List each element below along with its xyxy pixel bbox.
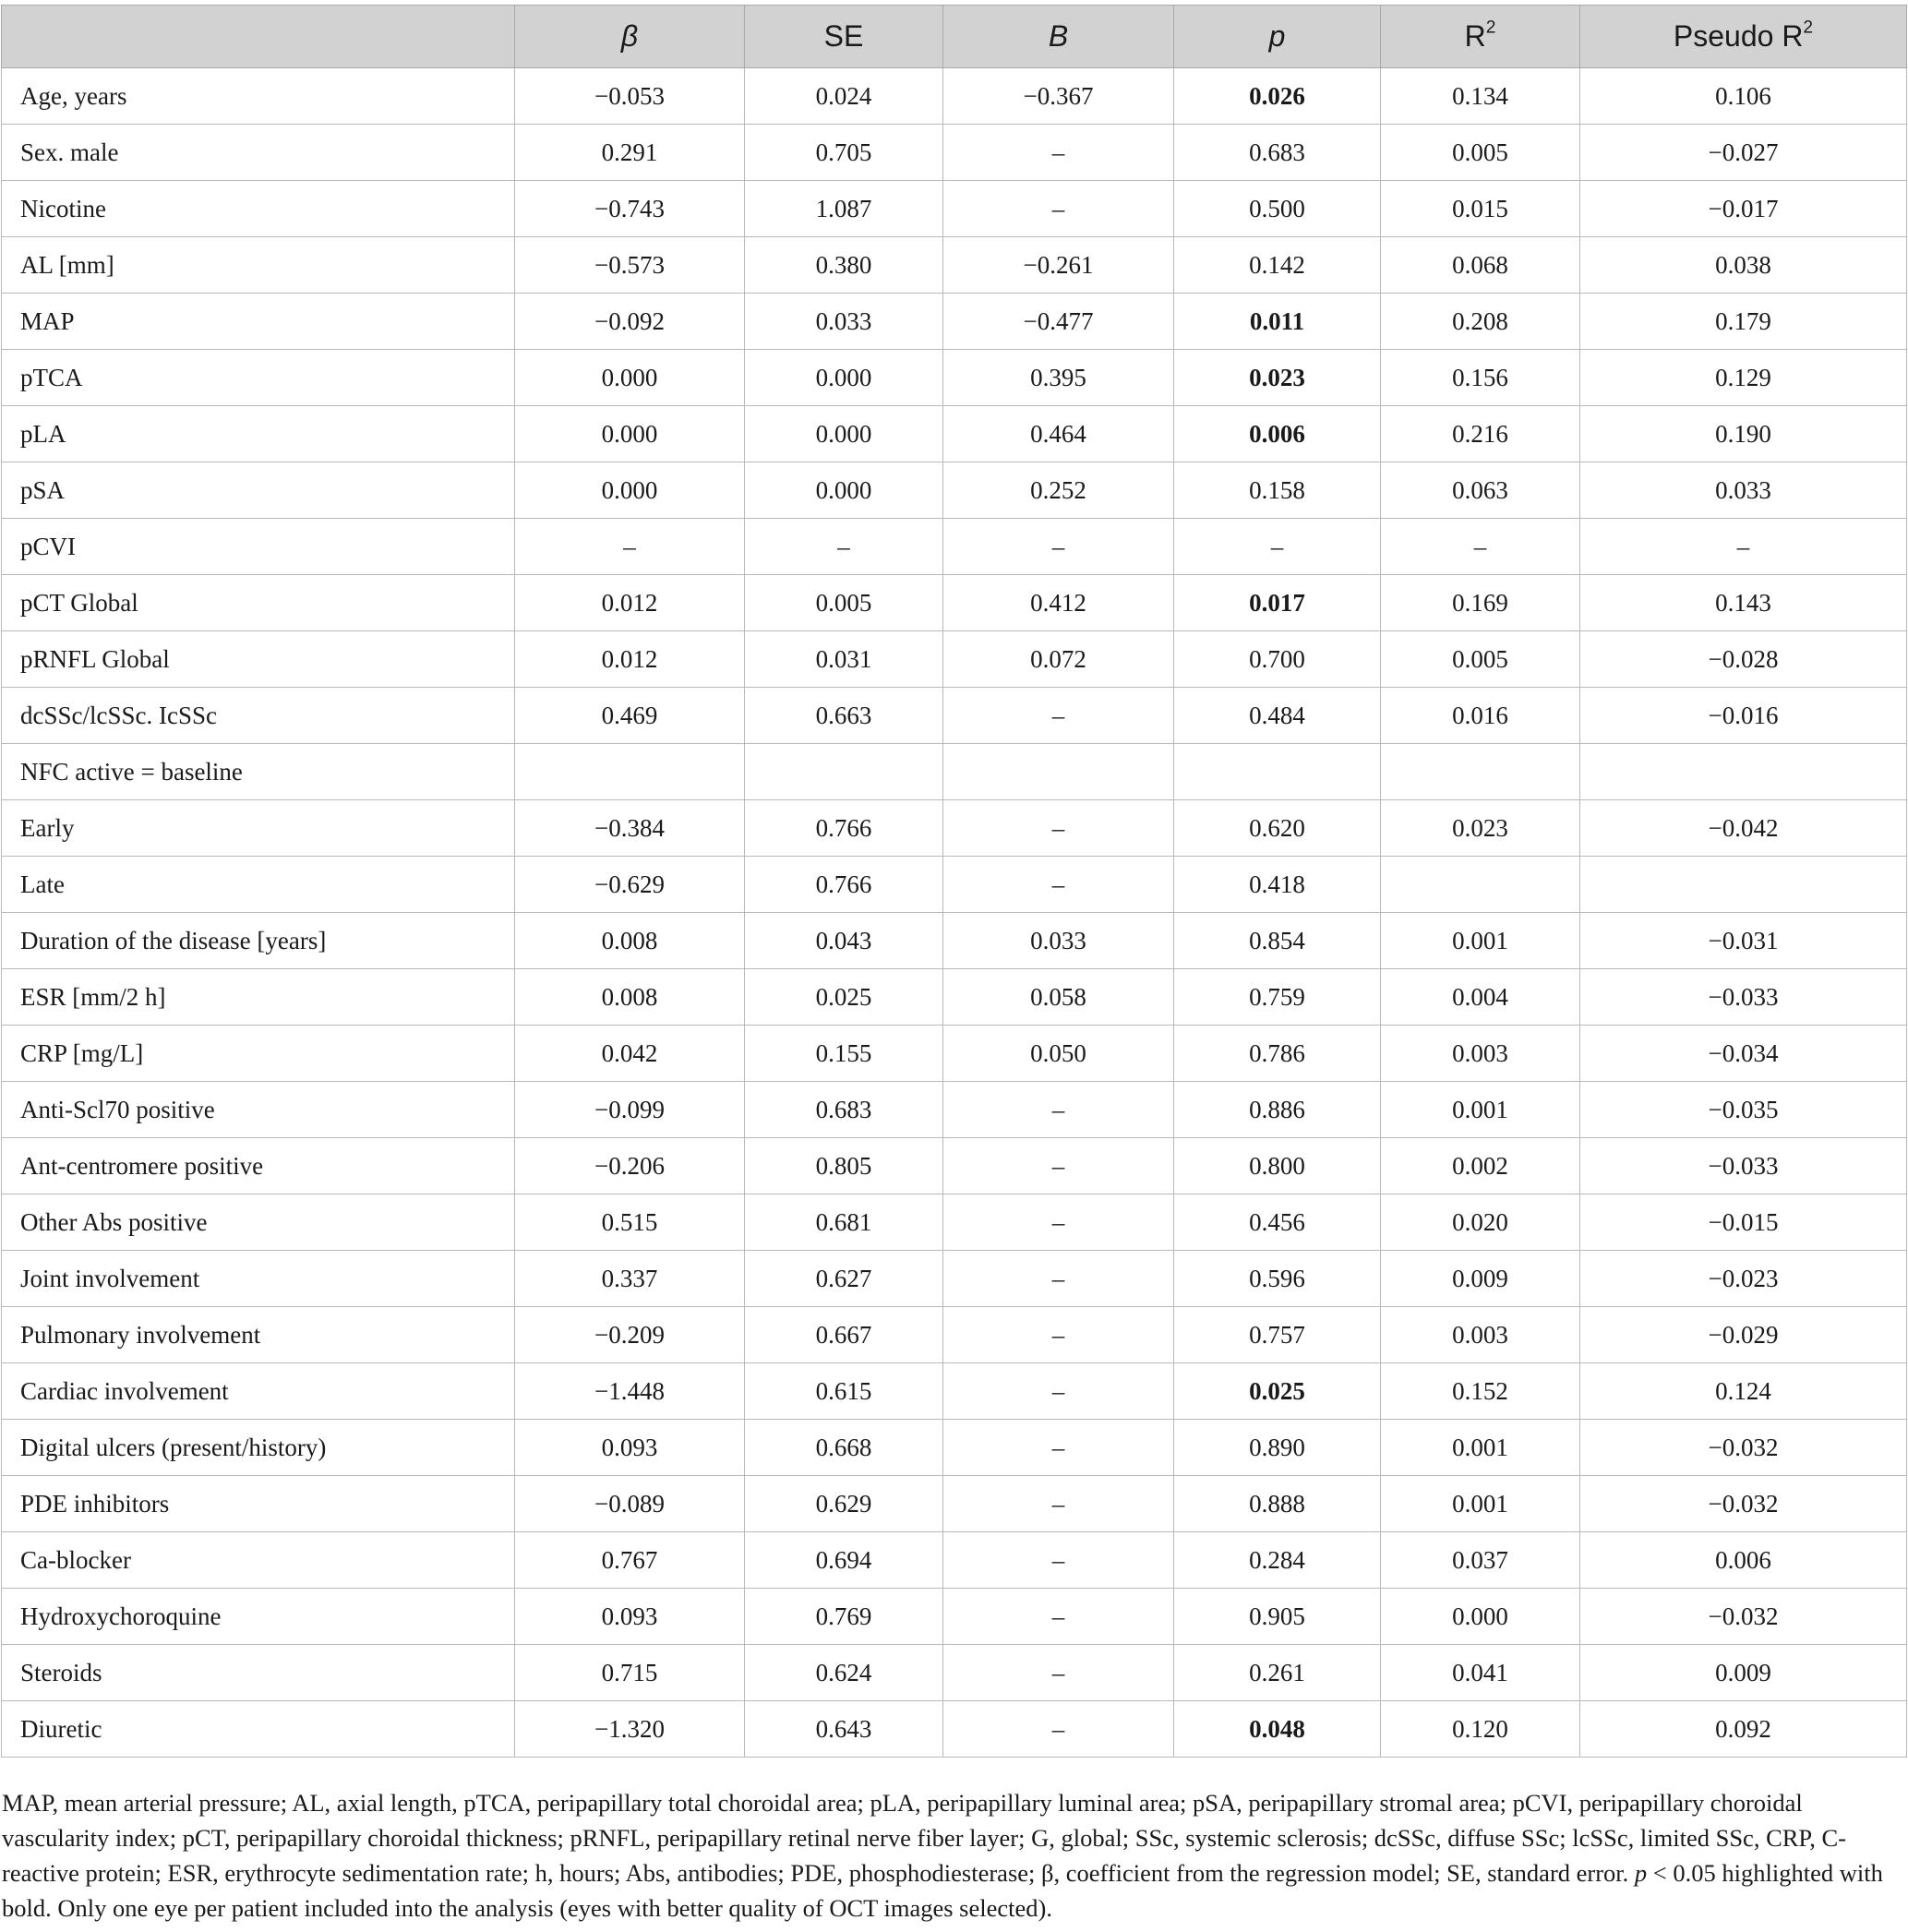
pseudo-r2-cell: −0.032 — [1580, 1476, 1907, 1532]
row-label: pTCA — [2, 350, 515, 406]
p-cell — [1174, 744, 1381, 800]
header-beta-text: β — [620, 19, 639, 53]
r2-cell: 0.005 — [1381, 125, 1580, 181]
r2-cell: 0.041 — [1381, 1645, 1580, 1701]
row-label: Digital ulcers (present/history) — [2, 1420, 515, 1476]
r2-cell: 0.001 — [1381, 1476, 1580, 1532]
table-row — [2, 406, 1907, 462]
pseudo-r2-cell: 0.106 — [1580, 68, 1907, 125]
p-cell: 0.854 — [1174, 913, 1381, 969]
b-cell: – — [943, 181, 1174, 237]
p-cell: 0.418 — [1174, 857, 1381, 913]
pseudo-r2-cell: 0.190 — [1580, 406, 1907, 462]
b-cell: −0.261 — [943, 237, 1174, 294]
beta-cell: −1.320 — [515, 1701, 745, 1758]
b-cell: – — [943, 1307, 1174, 1363]
header-pseudo-base: Pseudo R — [1673, 19, 1804, 53]
table-row — [2, 462, 1907, 519]
row-label: Ant-centromere positive — [2, 1138, 515, 1194]
row-label: CRP [mg/L] — [2, 1026, 515, 1082]
b-cell: – — [943, 688, 1174, 744]
se-cell: 0.766 — [745, 857, 943, 913]
beta-cell: 0.012 — [515, 575, 745, 631]
row-label: pRNFL Global — [2, 631, 515, 688]
r2-cell: 0.000 — [1381, 1589, 1580, 1645]
beta-cell: 0.093 — [515, 1420, 745, 1476]
pseudo-r2-cell: −0.028 — [1580, 631, 1907, 688]
se-cell: 0.694 — [745, 1532, 943, 1589]
row-label: pLA — [2, 406, 515, 462]
r2-cell: 0.023 — [1381, 800, 1580, 857]
b-cell: – — [943, 519, 1174, 575]
b-cell: 0.050 — [943, 1026, 1174, 1082]
p-cell: 0.026 — [1174, 68, 1381, 125]
pseudo-r2-cell: −0.032 — [1580, 1420, 1907, 1476]
se-cell: 0.043 — [745, 913, 943, 969]
p-cell: 0.023 — [1174, 350, 1381, 406]
pseudo-r2-cell: 0.033 — [1580, 462, 1907, 519]
beta-cell: −0.099 — [515, 1082, 745, 1138]
b-cell: −0.367 — [943, 68, 1174, 125]
table-row — [2, 1307, 1907, 1363]
b-cell: – — [943, 1476, 1174, 1532]
beta-cell: −0.206 — [515, 1138, 745, 1194]
row-label: Pulmonary involvement — [2, 1307, 515, 1363]
r2-cell: 0.169 — [1381, 575, 1580, 631]
se-cell: 0.667 — [745, 1307, 943, 1363]
se-cell: 0.643 — [745, 1701, 943, 1758]
b-cell: 0.412 — [943, 575, 1174, 631]
table-row — [2, 1026, 1907, 1082]
r2-cell — [1381, 744, 1580, 800]
r2-cell: 0.152 — [1381, 1363, 1580, 1420]
pseudo-r2-cell: 0.009 — [1580, 1645, 1907, 1701]
p-cell: 0.888 — [1174, 1476, 1381, 1532]
p-cell: 0.700 — [1174, 631, 1381, 688]
row-label: Anti-Scl70 positive — [2, 1082, 515, 1138]
table-row — [2, 800, 1907, 857]
se-cell: 0.683 — [745, 1082, 943, 1138]
r2-cell: 0.208 — [1381, 294, 1580, 350]
table-row — [2, 1420, 1907, 1476]
b-cell: 0.464 — [943, 406, 1174, 462]
b-cell: – — [943, 1420, 1174, 1476]
pseudo-r2-cell: −0.042 — [1580, 800, 1907, 857]
pseudo-r2-cell: −0.023 — [1580, 1251, 1907, 1307]
beta-cell: −0.209 — [515, 1307, 745, 1363]
pseudo-r2-cell: – — [1580, 519, 1907, 575]
b-cell: – — [943, 1532, 1174, 1589]
table-row — [2, 1589, 1907, 1645]
se-cell: 0.705 — [745, 125, 943, 181]
beta-cell: −0.573 — [515, 237, 745, 294]
b-cell: – — [943, 857, 1174, 913]
table-row — [2, 969, 1907, 1026]
p-cell: 0.484 — [1174, 688, 1381, 744]
table-row — [2, 688, 1907, 744]
row-label: Early — [2, 800, 515, 857]
header-p — [1174, 6, 1381, 68]
r2-cell — [1381, 857, 1580, 913]
p-cell: 0.284 — [1174, 1532, 1381, 1589]
beta-cell — [515, 744, 745, 800]
pseudo-r2-cell: 0.038 — [1580, 237, 1907, 294]
r2-cell: 0.001 — [1381, 913, 1580, 969]
header-se: SE — [745, 6, 943, 68]
row-label: ESR [mm/2 h] — [2, 969, 515, 1026]
p-cell: 0.158 — [1174, 462, 1381, 519]
r2-cell: 0.004 — [1381, 969, 1580, 1026]
beta-cell: 0.291 — [515, 125, 745, 181]
regression-table — [1, 5, 1907, 1758]
row-label: pCT Global — [2, 575, 515, 631]
row-label: Joint involvement — [2, 1251, 515, 1307]
r2-cell: 0.068 — [1381, 237, 1580, 294]
footnote-significance-note: < 0.05 highlighted with bold. Only one eye per patient included into the analysis (eyes with better quality of OCT images selected). — [2, 1859, 1883, 1922]
p-cell: 0.757 — [1174, 1307, 1381, 1363]
header-r2-sup: 2 — [1485, 18, 1496, 38]
row-label: Diuretic — [2, 1701, 515, 1758]
pseudo-r2-cell: 0.124 — [1580, 1363, 1907, 1420]
b-cell: −0.477 — [943, 294, 1174, 350]
se-cell: 0.663 — [745, 688, 943, 744]
header-pseudo-r2 — [1580, 6, 1907, 68]
table-row — [2, 181, 1907, 237]
se-cell: 0.005 — [745, 575, 943, 631]
pseudo-r2-cell: −0.027 — [1580, 125, 1907, 181]
table-row — [2, 237, 1907, 294]
table-footnote — [2, 1785, 1905, 1926]
row-label: pCVI — [2, 519, 515, 575]
header-r2-base: R — [1464, 19, 1486, 53]
b-cell: – — [943, 1138, 1174, 1194]
beta-cell: 0.337 — [515, 1251, 745, 1307]
footnote-p-symbol: p — [1634, 1859, 1648, 1887]
header-pseudo-sup: 2 — [1803, 18, 1814, 38]
table-row — [2, 1701, 1907, 1758]
p-cell: 0.683 — [1174, 125, 1381, 181]
table-row — [2, 857, 1907, 913]
p-cell: 0.142 — [1174, 237, 1381, 294]
pseudo-r2-cell: 0.129 — [1580, 350, 1907, 406]
pseudo-r2-cell: −0.017 — [1580, 181, 1907, 237]
table-header — [2, 6, 1907, 68]
se-cell: 0.668 — [745, 1420, 943, 1476]
se-cell: 0.627 — [745, 1251, 943, 1307]
pseudo-r2-cell: −0.031 — [1580, 913, 1907, 969]
beta-cell: 0.012 — [515, 631, 745, 688]
row-label: PDE inhibitors — [2, 1476, 515, 1532]
table-row — [2, 519, 1907, 575]
se-cell: 0.025 — [745, 969, 943, 1026]
header-label-cell — [2, 6, 515, 68]
table-row — [2, 294, 1907, 350]
header-b-text: B — [1048, 19, 1069, 53]
r2-cell: 0.015 — [1381, 181, 1580, 237]
beta-cell: 0.515 — [515, 1194, 745, 1251]
beta-cell: 0.469 — [515, 688, 745, 744]
beta-cell: 0.000 — [515, 406, 745, 462]
table-row — [2, 350, 1907, 406]
se-cell: 0.155 — [745, 1026, 943, 1082]
row-label: Sex. male — [2, 125, 515, 181]
p-cell: 0.006 — [1174, 406, 1381, 462]
b-cell: 0.252 — [943, 462, 1174, 519]
b-cell: – — [943, 1082, 1174, 1138]
table-row — [2, 125, 1907, 181]
p-cell: – — [1174, 519, 1381, 575]
beta-cell: 0.000 — [515, 462, 745, 519]
p-cell: 0.786 — [1174, 1026, 1381, 1082]
row-label: Hydroxychoroquine — [2, 1589, 515, 1645]
se-cell: 1.087 — [745, 181, 943, 237]
r2-cell: 0.002 — [1381, 1138, 1580, 1194]
b-cell: – — [943, 125, 1174, 181]
table-row — [2, 1138, 1907, 1194]
r2-cell: 0.003 — [1381, 1026, 1580, 1082]
row-label: dcSSc/lcSSc. IcSSc — [2, 688, 515, 744]
se-cell: 0.031 — [745, 631, 943, 688]
table-row — [2, 913, 1907, 969]
se-cell: 0.024 — [745, 68, 943, 125]
row-label: Nicotine — [2, 181, 515, 237]
b-cell: 0.033 — [943, 913, 1174, 969]
header-row — [2, 6, 1907, 68]
table-row — [2, 1645, 1907, 1701]
b-cell: – — [943, 1589, 1174, 1645]
r2-cell: 0.003 — [1381, 1307, 1580, 1363]
p-cell: 0.596 — [1174, 1251, 1381, 1307]
pseudo-r2-cell — [1580, 744, 1907, 800]
header-p-text: p — [1268, 19, 1286, 53]
beta-cell: 0.715 — [515, 1645, 745, 1701]
beta-cell: 0.008 — [515, 913, 745, 969]
pseudo-r2-cell: −0.029 — [1580, 1307, 1907, 1363]
r2-cell: 0.005 — [1381, 631, 1580, 688]
p-cell: 0.011 — [1174, 294, 1381, 350]
se-cell: 0.000 — [745, 462, 943, 519]
table-row — [2, 631, 1907, 688]
se-cell — [745, 744, 943, 800]
pseudo-r2-cell: 0.092 — [1580, 1701, 1907, 1758]
r2-cell: 0.156 — [1381, 350, 1580, 406]
beta-cell: −0.743 — [515, 181, 745, 237]
b-cell: – — [943, 1363, 1174, 1420]
row-label: AL [mm] — [2, 237, 515, 294]
se-cell: 0.769 — [745, 1589, 943, 1645]
se-cell: 0.766 — [745, 800, 943, 857]
se-cell: – — [745, 519, 943, 575]
pseudo-r2-cell: −0.032 — [1580, 1589, 1907, 1645]
pseudo-r2-cell: −0.033 — [1580, 969, 1907, 1026]
pseudo-r2-cell: 0.179 — [1580, 294, 1907, 350]
header-b — [943, 6, 1174, 68]
pseudo-r2-cell: −0.035 — [1580, 1082, 1907, 1138]
beta-cell: −0.089 — [515, 1476, 745, 1532]
r2-cell: 0.134 — [1381, 68, 1580, 125]
b-cell: – — [943, 1251, 1174, 1307]
pseudo-r2-cell: 0.143 — [1580, 575, 1907, 631]
row-label: Ca-blocker — [2, 1532, 515, 1589]
header-r2 — [1381, 6, 1580, 68]
p-cell: 0.759 — [1174, 969, 1381, 1026]
b-cell — [943, 744, 1174, 800]
p-cell: 0.500 — [1174, 181, 1381, 237]
row-label: Age, years — [2, 68, 515, 125]
pseudo-r2-cell — [1580, 857, 1907, 913]
beta-cell: 0.767 — [515, 1532, 745, 1589]
b-cell: – — [943, 1194, 1174, 1251]
r2-cell: 0.020 — [1381, 1194, 1580, 1251]
beta-cell: 0.042 — [515, 1026, 745, 1082]
r2-cell: 0.009 — [1381, 1251, 1580, 1307]
se-cell: 0.624 — [745, 1645, 943, 1701]
b-cell: – — [943, 1701, 1174, 1758]
p-cell: 0.620 — [1174, 800, 1381, 857]
table-body — [2, 68, 1907, 1758]
beta-cell: −1.448 — [515, 1363, 745, 1420]
se-cell: 0.000 — [745, 406, 943, 462]
beta-cell: −0.384 — [515, 800, 745, 857]
row-label: Other Abs positive — [2, 1194, 515, 1251]
pseudo-r2-cell: −0.015 — [1580, 1194, 1907, 1251]
se-cell: 0.805 — [745, 1138, 943, 1194]
pseudo-r2-cell: −0.034 — [1580, 1026, 1907, 1082]
table-row — [2, 1363, 1907, 1420]
se-cell: 0.380 — [745, 237, 943, 294]
b-cell: 0.072 — [943, 631, 1174, 688]
p-cell: 0.048 — [1174, 1701, 1381, 1758]
table-row — [2, 1251, 1907, 1307]
se-cell: 0.681 — [745, 1194, 943, 1251]
pseudo-r2-cell: 0.006 — [1580, 1532, 1907, 1589]
r2-cell: – — [1381, 519, 1580, 575]
b-cell: 0.058 — [943, 969, 1174, 1026]
row-label: Steroids — [2, 1645, 515, 1701]
beta-cell: 0.093 — [515, 1589, 745, 1645]
table-row — [2, 744, 1907, 800]
table-row — [2, 68, 1907, 125]
se-cell: 0.615 — [745, 1363, 943, 1420]
p-cell: 0.890 — [1174, 1420, 1381, 1476]
table-row — [2, 575, 1907, 631]
p-cell: 0.886 — [1174, 1082, 1381, 1138]
se-cell: 0.000 — [745, 350, 943, 406]
r2-cell: 0.037 — [1381, 1532, 1580, 1589]
p-cell: 0.800 — [1174, 1138, 1381, 1194]
beta-cell: −0.629 — [515, 857, 745, 913]
beta-cell: – — [515, 519, 745, 575]
row-label: Cardiac involvement — [2, 1363, 515, 1420]
row-label: pSA — [2, 462, 515, 519]
row-label: Duration of the disease [years] — [2, 913, 515, 969]
r2-cell: 0.001 — [1381, 1082, 1580, 1138]
header-beta — [515, 6, 745, 68]
se-cell: 0.629 — [745, 1476, 943, 1532]
p-cell: 0.025 — [1174, 1363, 1381, 1420]
row-label: MAP — [2, 294, 515, 350]
row-label: Late — [2, 857, 515, 913]
b-cell: – — [943, 1645, 1174, 1701]
table-row — [2, 1194, 1907, 1251]
b-cell: – — [943, 800, 1174, 857]
r2-cell: 0.016 — [1381, 688, 1580, 744]
table-row — [2, 1082, 1907, 1138]
table-row — [2, 1476, 1907, 1532]
r2-cell: 0.120 — [1381, 1701, 1580, 1758]
b-cell: 0.395 — [943, 350, 1174, 406]
p-cell: 0.456 — [1174, 1194, 1381, 1251]
p-cell: 0.017 — [1174, 575, 1381, 631]
table-row — [2, 1532, 1907, 1589]
se-cell: 0.033 — [745, 294, 943, 350]
row-label: NFC active = baseline — [2, 744, 515, 800]
pseudo-r2-cell: −0.016 — [1580, 688, 1907, 744]
beta-cell: −0.092 — [515, 294, 745, 350]
p-cell: 0.905 — [1174, 1589, 1381, 1645]
r2-cell: 0.216 — [1381, 406, 1580, 462]
footnote-abbreviations: MAP, mean arterial pressure; AL, axial length, pTCA, peripapillary total choroidal area; pLA, peripapillary luminal area; pSA, peripapillary stromal area; pCVI, peripapillary choroidal vascularity index; pCT, peripapillary choroidal thickness; pRNFL, peripapillary retinal nerve fiber layer; G, global; SSc, systemic sclerosis; dcSSc, diffuse SSc; lcSSc, limited SSc, CRP, C-reactive protein; ESR, erythrocyte sedimentation rate; h, hours; Abs, antibodies; PDE, phosphodiesterase; β, coefficient from the regression model; SE, standard error. — [2, 1789, 1846, 1887]
beta-cell: 0.000 — [515, 350, 745, 406]
beta-cell: −0.053 — [515, 68, 745, 125]
beta-cell: 0.008 — [515, 969, 745, 1026]
p-cell: 0.261 — [1174, 1645, 1381, 1701]
r2-cell: 0.063 — [1381, 462, 1580, 519]
r2-cell: 0.001 — [1381, 1420, 1580, 1476]
pseudo-r2-cell: −0.033 — [1580, 1138, 1907, 1194]
